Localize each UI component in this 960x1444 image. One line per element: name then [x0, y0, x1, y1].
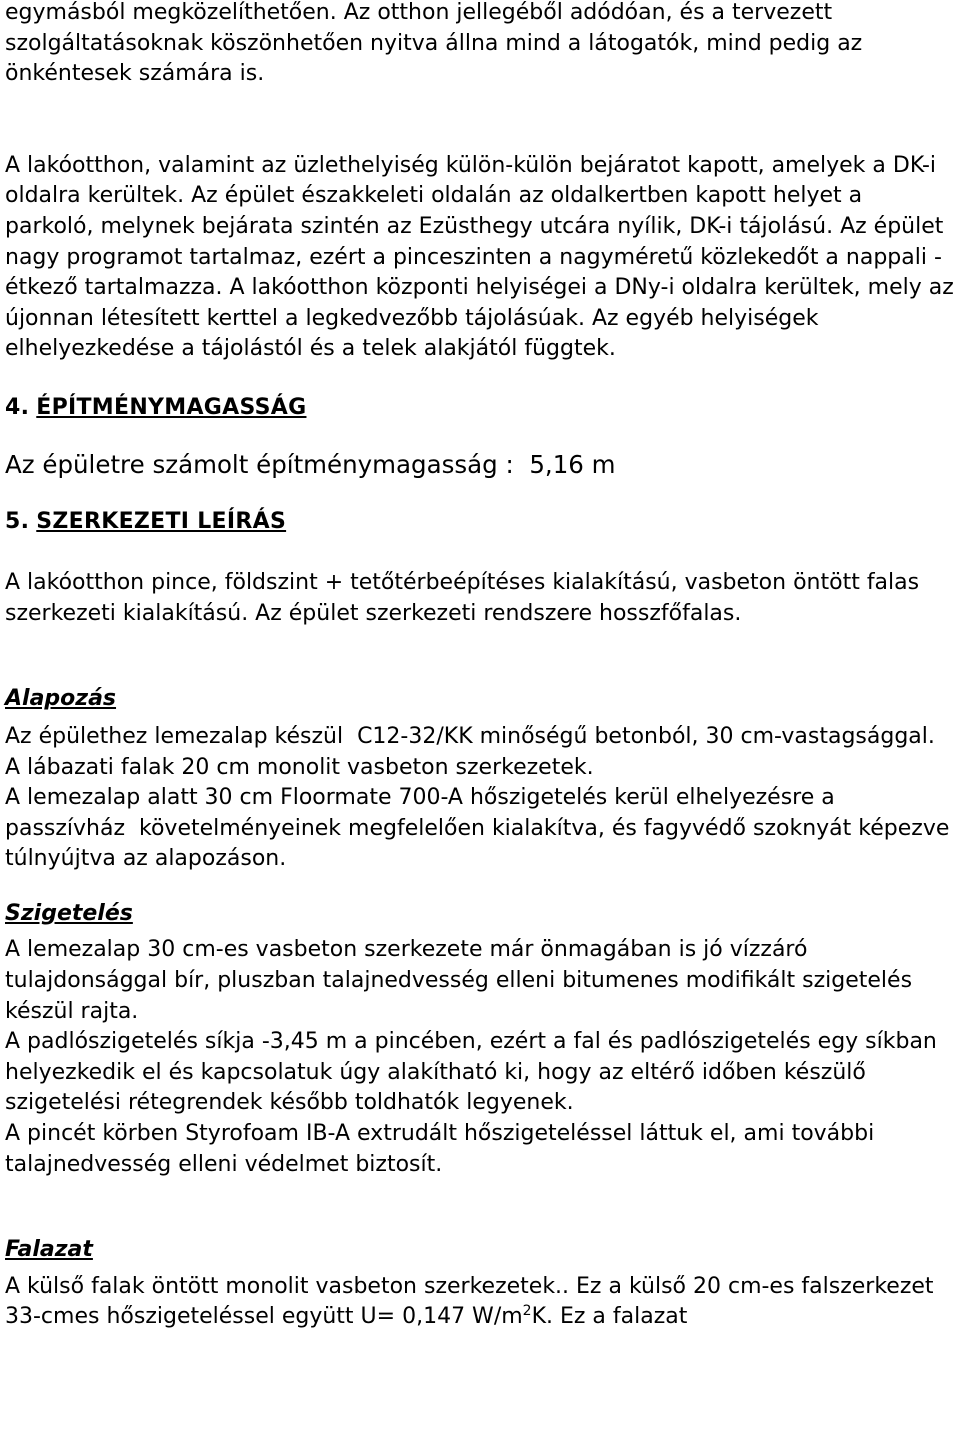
- section-heading-height: [5, 393, 956, 424]
- paragraph-waterproofing: A lemezalap 30 cm-es vasbeton szerkezete már önmagában is jó vízzáró tulajdonsággal bír, pluszban talajnedvesség elleni bitumenes modifikált szigetelés készül rajta.: [5, 937, 913, 1024]
- building-height-value: 5,16 m: [529, 449, 616, 479]
- paragraph-floor-insulation: A padlószigetelés síkja -3,45 m a pincében, ezért a fal és padlószigetelés egy síkban helyezkedik el és kapcsolatuk úgy alakítható ki, hogy az eltérő időben készülő szigetelési rétegrendek később toldhatók legyenek.: [5, 1029, 937, 1116]
- walls-text: A külső falak öntött monolit vasbeton szerkezetek.. Ez a külső 20 cm-es falszerkezet 33-cmes hőszigeteléssel együtt U= 0,147 W/m: [5, 1273, 934, 1330]
- paragraph-foundation-slab: Az épülethez lemezalap készül C12-32/KK minőségű betonból, 30 cm-vastagsággal.: [5, 723, 935, 749]
- section-title: ÉPÍTMÉNYMAGASSÁG: [36, 394, 307, 420]
- subheading-walls: Falazat: [5, 1237, 93, 1263]
- walls-text-end: K. Ez a falazat: [531, 1304, 688, 1330]
- subheading-foundation: Alapozás: [5, 686, 117, 712]
- superscript-two: 2: [522, 1303, 532, 1320]
- section-heading-structure: [5, 507, 956, 538]
- paragraph-plinth-walls: A lábazati falak 20 cm monolit vasbeton szerkezetek.: [5, 754, 594, 780]
- building-height-label: Az épületre számolt építménymagasság :: [5, 449, 514, 479]
- paragraph-slab-insulation: A lemezalap alatt 30 cm Floormate 700-A hőszigetelés kerül elhelyezésre a passzívház követelményeinek megfelelően kialakítva, és fagyvédő szoknyát képezve túlnyújtva az alapozáson.: [5, 785, 957, 872]
- paragraph-entrances-layout: A lakóotthon, valamint az üzlethelyiség külön-külön bejáratot kapott, amelyek a DK-i oldalra kerültek. Az épület északkeleti oldalán az oldalkertben kapott helyet a parkoló, melynek bejárata szintén az Ezüsthegy utcára nyílik, DK-i tájolású. Az épület nagy programot tartalmaz, ezért a pinceszinten a nagyméretű közlekedőt a nappali - étkező tartalmazza. A lakóotthon központi helyiségei a DNy-i oldalra kerültek, mely az újonnan létesített kerttel a legkedvezőbb tájolásúak. Az egyéb helyiségek elhelyezkedése a tájolástól és a telek alakjától függtek.: [5, 152, 954, 362]
- paragraph-structure-intro: A lakóotthon pince, földszint + tetőtérbeépítéses kialakítású, vasbeton öntött falas szerkezeti kialakítású. Az épület szerkezeti rendszere hosszfőfalas.: [5, 570, 934, 626]
- paragraph-intro-continued: egymásból megközelíthetően. Az otthon jellegéből adódóan, és a tervezett szolgáltatásoknak köszönhetően nyitva állna mind a látogatók, mind pedig az önkéntesek számára is.: [5, 0, 863, 87]
- paragraph-external-walls: [5, 1272, 956, 1333]
- section-number: 4.: [5, 394, 30, 420]
- subheading-insulation: Szigetelés: [5, 900, 133, 926]
- document-page: [5, 0, 956, 1333]
- section-title: SZERKEZETI LEÍRÁS: [36, 508, 287, 534]
- building-height-line: [5, 448, 956, 482]
- section-number: 5.: [5, 508, 30, 534]
- paragraph-basement-insulation: A pincét körben Styrofoam IB-A extrudált hőszigeteléssel láttuk el, ami további talajnedvesség elleni védelmet biztosít.: [5, 1121, 875, 1177]
